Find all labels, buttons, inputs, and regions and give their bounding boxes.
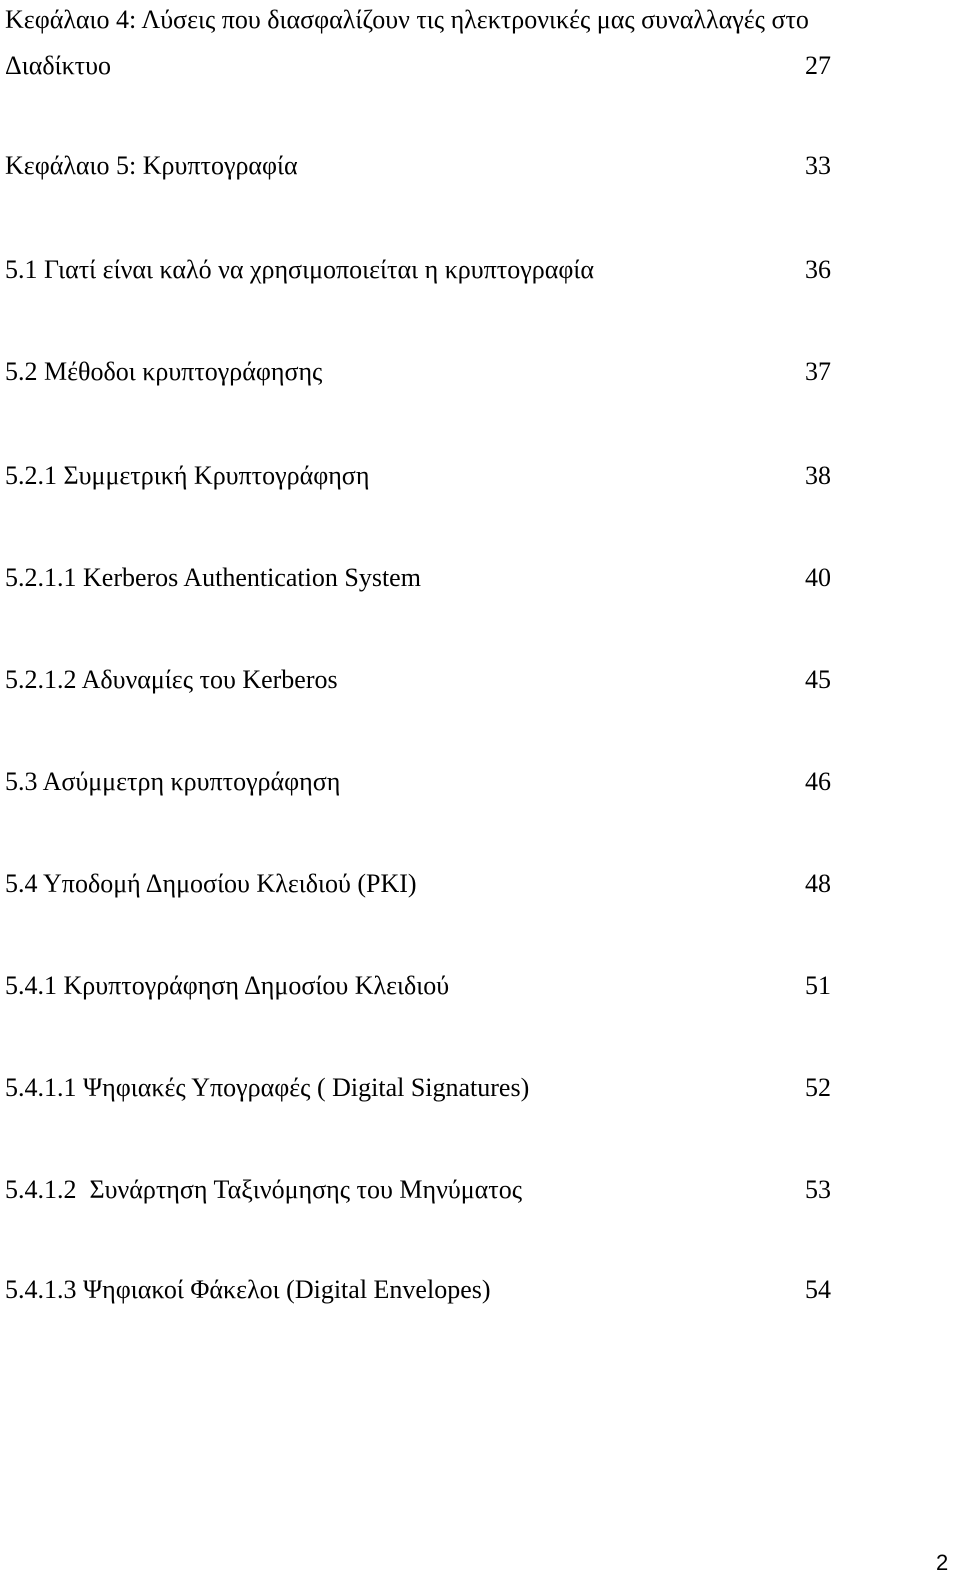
toc-entry-5-3-title: 5.3 Ασύμμετρη κρυπτογράφηση — [5, 767, 341, 796]
toc-entry-5-1-title: 5.1 Γιατί είναι καλό να χρησιμοποιείται η κρυπτογραφία — [5, 255, 594, 284]
toc-entry-5-4-page: 48 — [805, 869, 831, 898]
toc-entry-5-4-1-page: 51 — [805, 971, 831, 1000]
toc-entry-chapter-5-title: Κεφάλαιο 5: Κρυπτογραφία — [5, 151, 298, 180]
toc-entry-5-2-1-2-page: 45 — [805, 665, 831, 694]
toc-entry-5-4-1-3-page: 54 — [805, 1275, 831, 1304]
page-number: 2 — [936, 1550, 949, 1575]
toc-entry-5-2-1-title: 5.2.1 Συμμετρική Κρυπτογράφηση — [5, 461, 370, 490]
toc-entry-chapter-4-title-line2: Διαδίκτυο — [5, 51, 112, 80]
toc-entry-5-4-1-2-page: 53 — [805, 1175, 831, 1204]
toc-entry-5-4-1-3-title: 5.4.1.3 Ψηφιακοί Φάκελοι (Digital Envelopes) — [5, 1275, 491, 1304]
toc-entry-chapter-5-page: 33 — [805, 151, 831, 180]
toc-entry-5-2-1-2-title: 5.2.1.2 Αδυναμίες του Kerberos — [5, 665, 338, 694]
toc-entry-5-2-1-page: 38 — [805, 461, 831, 490]
toc-entry-chapter-4-title-line1: Κεφάλαιο 4: Λύσεις που διασφαλίζουν τις ηλεκτρονικές μας συναλλαγές στο — [5, 5, 809, 34]
toc-entry-5-4-1-title: 5.4.1 Κρυπτογράφηση Δημοσίου Κλειδιού — [5, 971, 450, 1000]
toc-entry-5-2-1-1-page: 40 — [805, 563, 831, 592]
toc-entry-5-4-1-1-page: 52 — [805, 1073, 831, 1102]
toc-entry-5-1-page: 36 — [805, 255, 831, 284]
toc-entry-5-4-1-1-title: 5.4.1.1 Ψηφιακές Υπογραφές ( Digital Signatures) — [5, 1073, 530, 1102]
toc-entry-5-4-title: 5.4 Υποδομή Δημοσίου Κλειδιού (PKI) — [5, 869, 417, 898]
toc-entry-chapter-4-page: 27 — [805, 51, 831, 80]
toc-entry-5-2-1-1-title: 5.2.1.1 Kerberos Authentication System — [5, 563, 421, 592]
toc-entry-5-2-page: 37 — [805, 357, 831, 386]
toc-entry-5-2-title: 5.2 Μέθοδοι κρυπτογράφησης — [5, 357, 323, 386]
toc-entry-5-3-page: 46 — [805, 767, 831, 796]
toc-entry-5-4-1-2-title: 5.4.1.2 Συνάρτηση Ταξινόμησης του Μηνύματος — [5, 1175, 523, 1204]
